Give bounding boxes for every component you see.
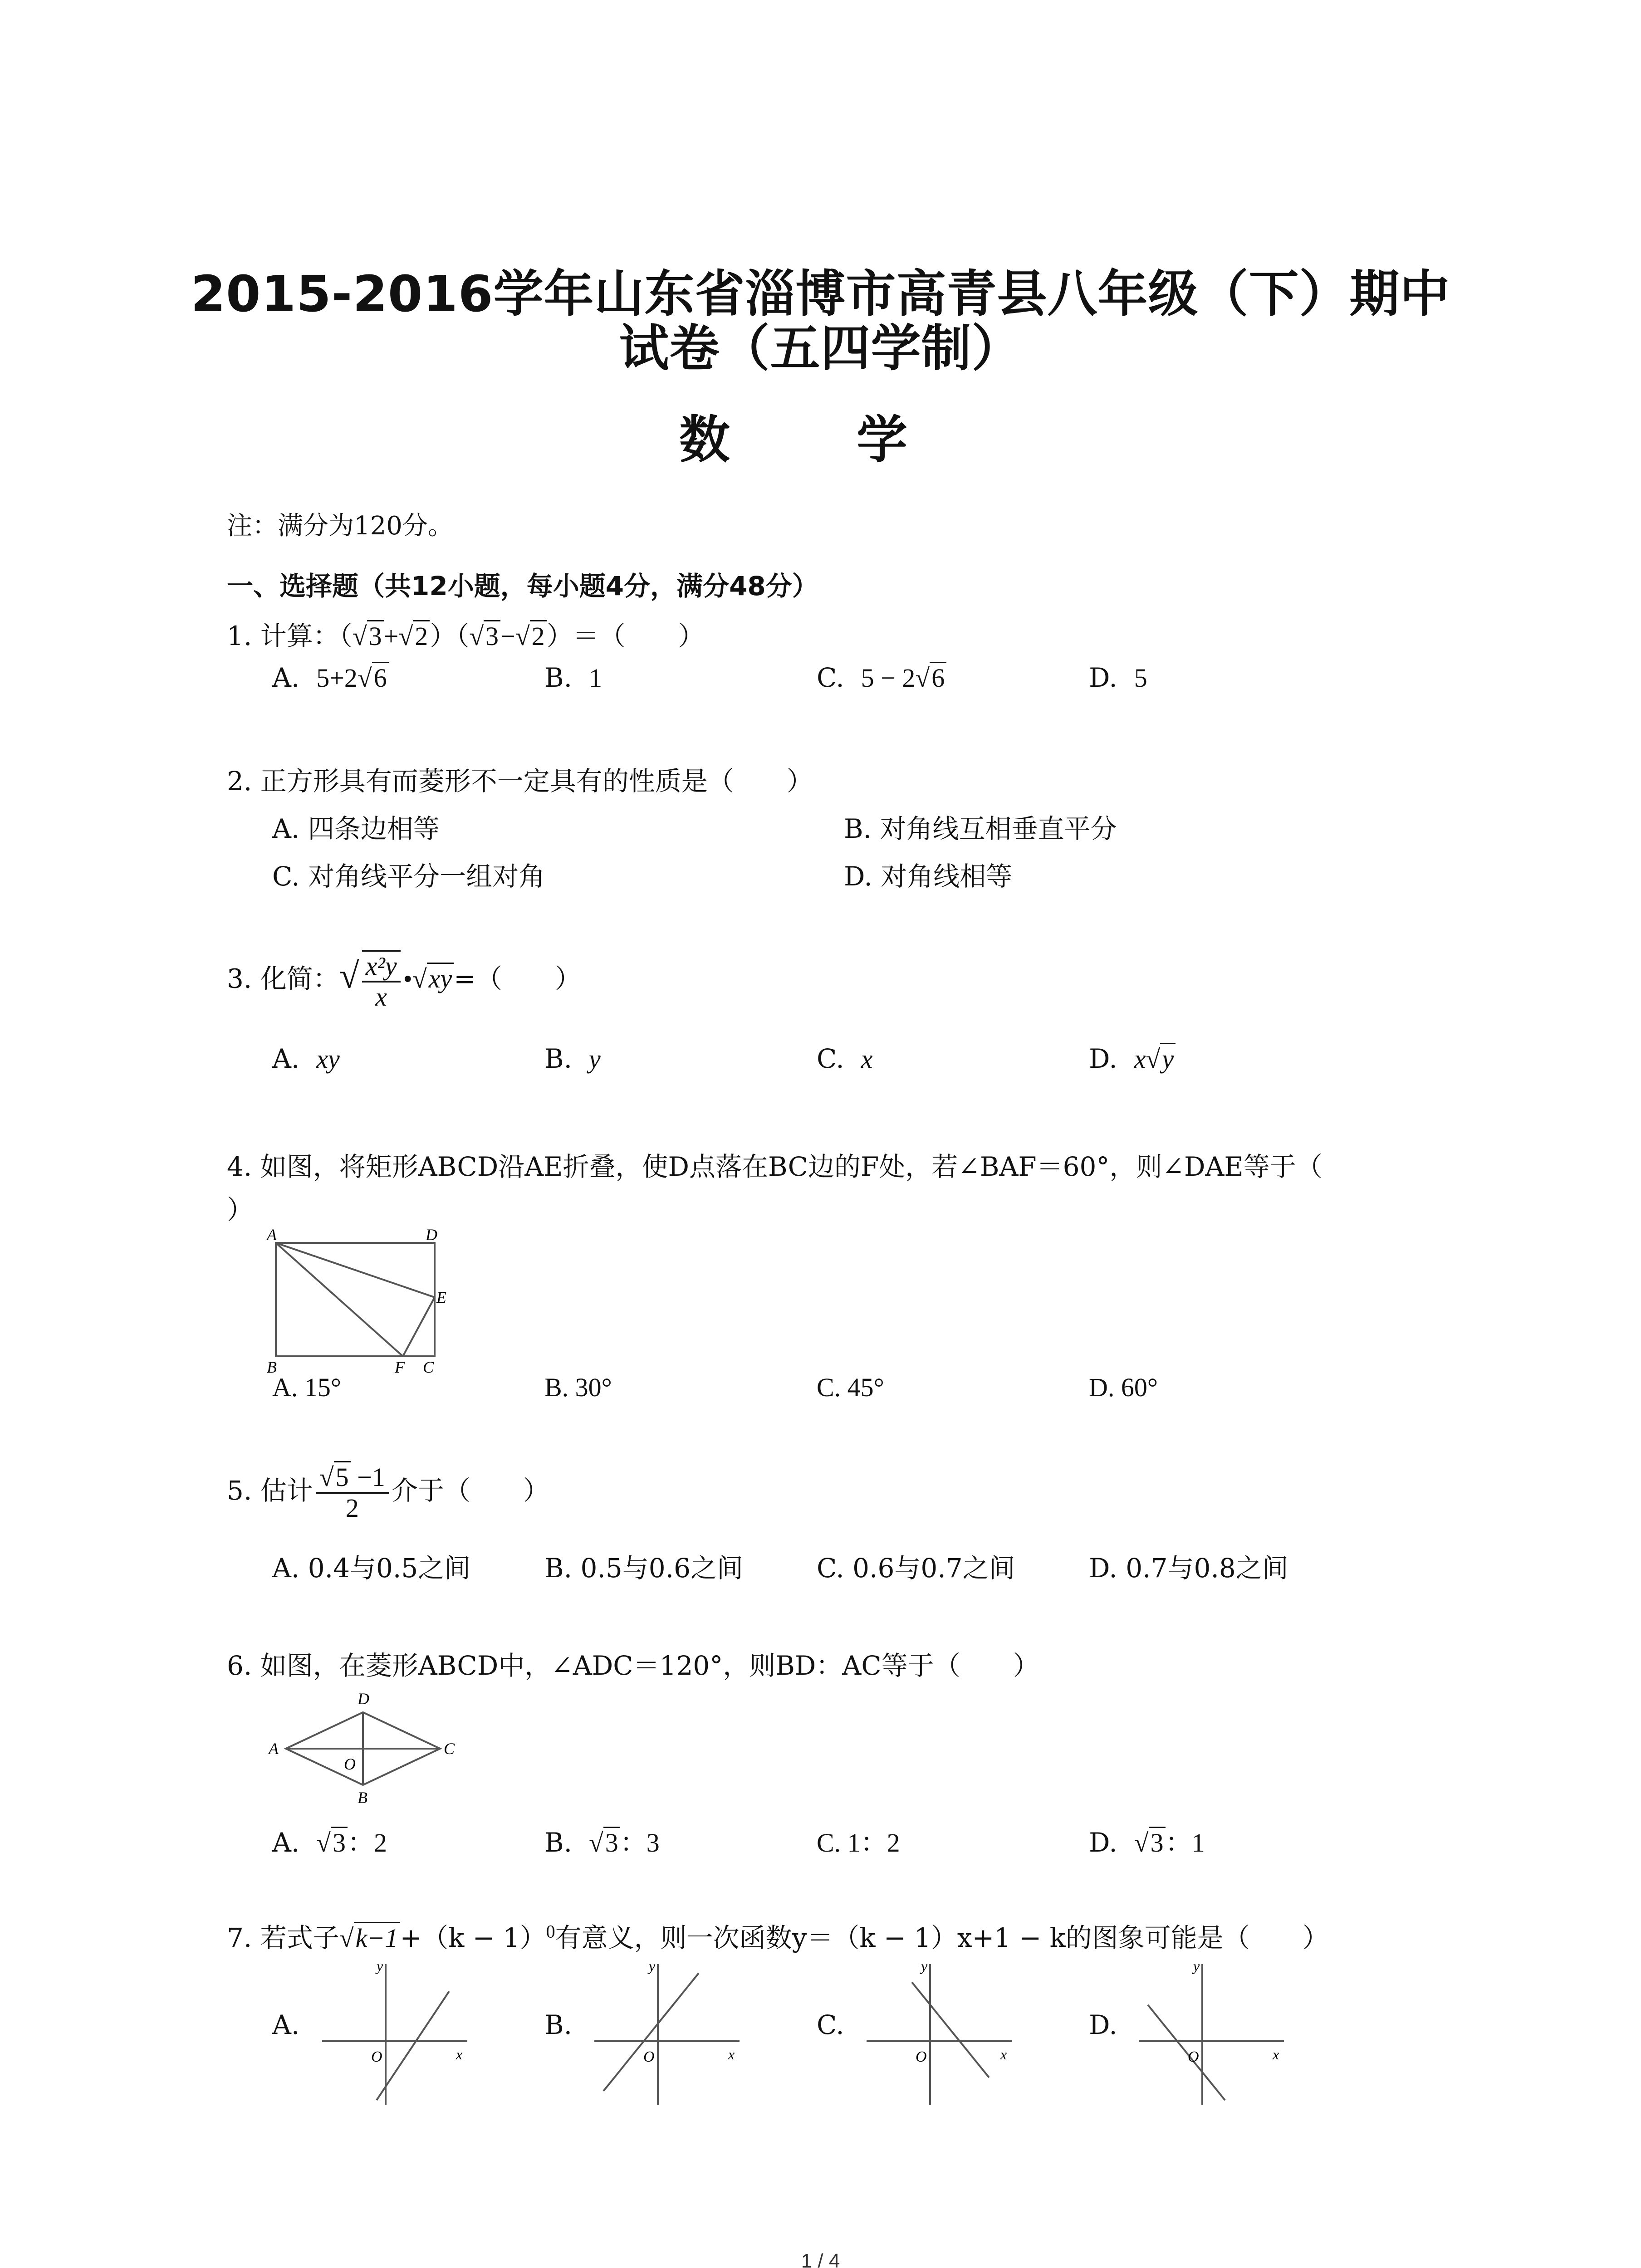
q5-option-d[interactable]: D. 0.7与0.8之间 (1089, 1553, 1288, 1584)
option-label: B. (544, 1827, 573, 1858)
option-label: C. (817, 662, 844, 693)
origin-label: O (916, 2048, 927, 2065)
label-b: B (358, 1789, 367, 1807)
q4-rectangle-figure (254, 1225, 463, 1379)
label-f: F (395, 1358, 405, 1376)
q4-option-c[interactable]: C. 45° (817, 1373, 884, 1402)
option-label: B. (544, 662, 573, 693)
q7-option-a-label[interactable]: A. (272, 2009, 300, 2040)
label-c: C (444, 1740, 455, 1758)
q5-option-c[interactable]: C. 0.6与0.7之间 (817, 1553, 1015, 1584)
option-value: x (861, 1044, 873, 1074)
origin-label: O (1188, 2048, 1199, 2065)
exam-title-line2: 试卷（五四学制） (619, 319, 1022, 377)
q1-mid: ）（ (430, 621, 470, 651)
option-value: 5+2 (316, 663, 358, 693)
q7-mid: +（k − 1） (400, 1922, 546, 1953)
option-label: B. (544, 1043, 573, 1074)
option-label: A. (272, 662, 300, 693)
q2-option-a[interactable]: A. 四条边相等 (272, 813, 440, 844)
q2-option-b[interactable]: B. 对角线互相垂直平分 (844, 813, 1117, 844)
q7-prefix: 7. 若式子 (227, 1922, 339, 1953)
option-radicand: 3 (1149, 1827, 1166, 1857)
subject-title: 数 学 (679, 411, 962, 469)
q7-radicand: k−1 (354, 1922, 400, 1953)
q1-end: ）＝（ ） (546, 621, 705, 651)
q6-rhombus-figure (259, 1681, 467, 1817)
q4-option-a[interactable]: A. 15° (272, 1373, 342, 1402)
question-6: 6. 如图，在菱形ABCD中，∠ADC＝120°，则BD：AC等于（ ） (227, 1650, 1039, 1681)
fold-line-ae (276, 1243, 435, 1297)
line-fe (403, 1297, 435, 1356)
q1-option-c[interactable]: C. 5 − 2√6 (817, 662, 946, 693)
option-label: C. (817, 1043, 844, 1074)
score-note: 注：满分为120分。 (227, 511, 453, 541)
q4-option-d[interactable]: D. 60° (1089, 1373, 1158, 1402)
option-label: A. (272, 1043, 300, 1074)
option-value: ：2 (348, 1828, 387, 1857)
q3-option-d[interactable]: D. x√y (1089, 1043, 1176, 1074)
label-b: B (267, 1358, 277, 1376)
q5-end: 介于（ ） (391, 1475, 549, 1506)
label-c: C (423, 1358, 434, 1376)
option-label: A. (272, 1827, 300, 1858)
q3-end: =（ ） (454, 963, 581, 994)
function-line (377, 1991, 449, 2100)
q3-radicand: xy (427, 963, 454, 993)
option-value: ：3 (620, 1828, 660, 1857)
q2-option-d[interactable]: D. 对角线相等 (844, 861, 1013, 892)
q7-end: 有意义，则一次函数y＝（k − 1）x+1 − k的图象可能是（ ） (555, 1922, 1329, 1953)
y-label: y (377, 1958, 383, 1974)
q5-fraction: $\frac{√5 -1}{2}$ (316, 1463, 389, 1523)
label-a: A (269, 1740, 279, 1758)
q3-numerator: x²y (362, 952, 401, 982)
origin-label: O (643, 2048, 655, 2065)
question-4: 4. 如图，将矩形ABCD沿AE折叠，使D点落在BC边的F处，若∠BAF＝60°，则∠DAE等于（ (227, 1151, 1323, 1182)
q7-graph-b[interactable] (585, 1955, 749, 2109)
origin-label: O (371, 2048, 382, 2065)
y-label: y (1193, 1958, 1200, 1974)
option-label: D. (1089, 662, 1117, 693)
option-radicand: 3 (603, 1827, 620, 1857)
x-label: x (728, 2046, 735, 2063)
option-value: 5 − 2 (861, 663, 916, 693)
q7-option-b-label[interactable]: B. (544, 2009, 573, 2040)
q5-denominator: 2 (345, 1493, 359, 1523)
question-7: 7. 若式子$√k-1+(k - 1)^0$有意义，则一次函数y＝（k − 1）x+1 − k的图象可能是（ ） (227, 1921, 1329, 1953)
q5-option-b[interactable]: B. 0.5与0.6之间 (544, 1553, 743, 1584)
q3-option-b[interactable] (544, 1043, 601, 1074)
option-value: 1 (588, 663, 602, 693)
q3-option-a[interactable] (272, 1043, 340, 1074)
question-4-cont: ） (227, 1194, 254, 1225)
q5-prefix: 5. 估计 (227, 1475, 313, 1506)
q6-option-b[interactable]: B. √3：3 (544, 1827, 660, 1858)
q3-denominator: x (375, 982, 387, 1012)
option-value: x (1134, 1044, 1146, 1074)
q6-option-c[interactable]: C. 1：2 (817, 1828, 900, 1857)
q7-graph-d[interactable] (1130, 1955, 1293, 2109)
q3-fraction (362, 950, 401, 1012)
q7-graph-c[interactable] (857, 1955, 1021, 2109)
q1-prefix: 1. 计算：（ (227, 621, 353, 651)
rectangle-abcd (276, 1243, 435, 1356)
q1-radicand-2b: 2 (530, 620, 547, 651)
q5-numerator-rest: −1 (350, 1462, 385, 1492)
q6-option-d[interactable]: D. √3：1 (1089, 1827, 1205, 1858)
question-1: 1. 计算：（√3+√2）（√3−√2）＝（ ） (227, 621, 705, 651)
question-3: 3. 化简：√ $\frac{\text{x²y}}{x}$ •√xy=（ ） (227, 951, 581, 1012)
q1-option-d[interactable] (1089, 662, 1147, 693)
q1-radicand-3b: 3 (484, 620, 500, 651)
q1-minus: − (500, 621, 515, 651)
function-line (603, 1973, 699, 2091)
q1-plus: + (383, 621, 399, 651)
q5-radicand: 5 (334, 1461, 351, 1492)
option-radicand: 6 (930, 662, 946, 693)
x-label: x (1000, 2046, 1007, 2063)
label-e: E (436, 1288, 446, 1306)
option-radicand: y (1160, 1043, 1176, 1074)
option-label: D. (1089, 1827, 1117, 1858)
q1-radicand-3a: 3 (367, 620, 384, 651)
question-2: 2. 正方形具有而菱形不一定具有的性质是（ ） (227, 766, 813, 797)
function-line (1148, 2005, 1225, 2100)
option-radicand: 3 (331, 1827, 348, 1857)
option-value: 5 (1134, 663, 1147, 693)
q1-radicand-2a: 2 (413, 620, 430, 651)
q5-option-a[interactable]: A. 0.4与0.5之间 (272, 1553, 471, 1584)
section-heading: 一、选择题（共12小题，每小题4分，满分48分） (227, 571, 818, 601)
q3-dot: • (403, 964, 412, 994)
option-radicand: 6 (372, 662, 389, 693)
y-label: y (649, 1958, 656, 1974)
exam-title-line1: 2015-2016学年山东省淄博市高青县八年级（下）期中 (191, 265, 1450, 323)
q7-exponent: 0 (546, 1921, 555, 1942)
q7-option-c-label[interactable]: C. (817, 2009, 844, 2040)
q7-graph-a[interactable] (313, 1955, 476, 2109)
x-label: x (456, 2046, 463, 2063)
q1-option-a[interactable]: A. 5+2√6 (272, 662, 389, 693)
line-af (276, 1243, 403, 1356)
label-d: D (426, 1226, 437, 1244)
q2-option-c[interactable]: C. 对角线平分一组对角 (272, 861, 545, 892)
q4-option-b[interactable]: B. 30° (544, 1373, 612, 1402)
option-label: D. (1089, 1043, 1117, 1074)
q3-prefix: 3. 化简： (227, 963, 339, 994)
y-label: y (921, 1958, 928, 1974)
q6-option-a[interactable]: A. √3：2 (272, 1827, 387, 1858)
option-value: xy (316, 1044, 340, 1074)
label-d: D (358, 1690, 369, 1708)
q3-option-c[interactable] (817, 1043, 872, 1074)
option-value: y (588, 1044, 601, 1074)
q1-option-b[interactable] (544, 662, 602, 693)
label-a: A (267, 1226, 277, 1244)
question-5 (227, 1463, 549, 1523)
x-label: x (1273, 2046, 1279, 2063)
page-number: 1 / 4 (801, 2250, 840, 2268)
label-o: O (344, 1755, 356, 1773)
q7-option-d-label[interactable]: D. (1089, 2009, 1117, 2040)
option-value: ：1 (1165, 1828, 1205, 1857)
